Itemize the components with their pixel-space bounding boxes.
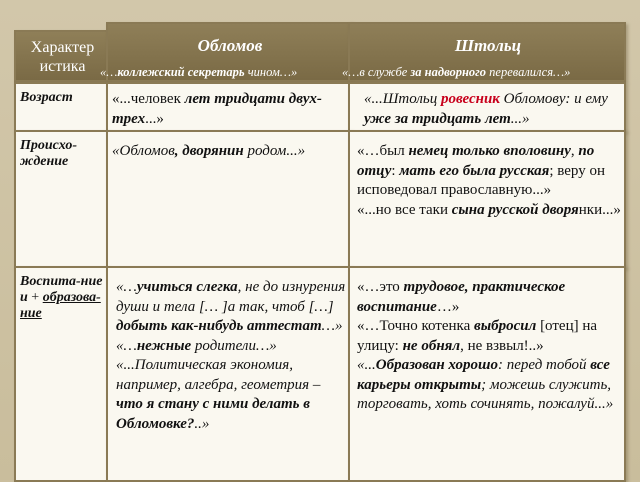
- row-origin-label-cell: [14, 130, 109, 268]
- text-emphasis: по отцу: [357, 143, 595, 179]
- row-upbringing-stolz-cell: [348, 266, 626, 482]
- text-part: «...но все таки: [357, 201, 452, 218]
- row-origin-oblomov-cell: [106, 130, 352, 268]
- text-part: ,: [570, 143, 579, 159]
- text-part: …»: [436, 298, 460, 315]
- text-part: Обломову: и ему: [499, 91, 608, 107]
- header-characteristic-label: Характер истика: [30, 39, 95, 75]
- text-emphasis: трудовое, практическое воспитание: [357, 279, 566, 315]
- text-part: …»: [321, 318, 343, 334]
- text-part: ...»: [510, 110, 530, 127]
- text-emphasis: что я стану с ними делать в Обломовке?: [116, 396, 310, 432]
- text-part: , не взвыл!..»: [460, 337, 544, 354]
- quote-emphasis: коллежский секретарь: [117, 65, 245, 79]
- text-part: [отец] на улицу:: [357, 318, 598, 354]
- text-part: ; веру он исповедовал православную...»: [357, 162, 606, 198]
- text-emphasis: не обнял: [402, 337, 461, 354]
- text-part: «…: [116, 279, 137, 295]
- header-oblomov-title: Обломов: [197, 36, 263, 55]
- row-age-oblomov-cell: [106, 82, 352, 132]
- text-part: нки...»: [578, 201, 621, 218]
- quote-emphasis: за надворного: [410, 65, 487, 79]
- row-origin-stolz-cell: [348, 130, 626, 268]
- text-emphasis: Образован хорошо: [375, 357, 499, 373]
- text-part: ; можешь служить, торговать, хоть сочинять, пожалуй...»: [357, 376, 614, 412]
- header-stolz-title: Штольц: [454, 36, 522, 55]
- row-upbringing-stolz-text: [357, 278, 623, 415]
- text-part: ..»: [194, 415, 210, 432]
- text-part: родители…»: [191, 337, 277, 354]
- text-part: «...человек: [112, 91, 185, 107]
- row-upbringing-oblomov-cell: [106, 266, 352, 482]
- text-part: , не до изнурения души и тела [… ]а так, чтоб […]: [116, 279, 346, 315]
- text-emphasis: нежные: [136, 337, 192, 354]
- text-part: «…это: [357, 279, 404, 295]
- text-part: «…: [116, 337, 137, 354]
- row-upbringing-oblomov-text: [116, 278, 346, 434]
- text-part: : перед тобой: [498, 357, 591, 373]
- row-age-stolz-cell: [348, 82, 626, 132]
- header-oblomov-rank-quote: [100, 65, 297, 80]
- text-part: «...Политическая экономия, например, алгебра, геометрия –: [116, 357, 321, 393]
- text-emphasis: сына русской дворя: [451, 201, 579, 218]
- label-plus: +: [27, 290, 43, 305]
- text-emphasis: лет тридцати двух-трех: [112, 91, 322, 127]
- label-part: Воспита-ние и: [20, 274, 103, 305]
- row-age-label: Возраст: [20, 90, 73, 105]
- text-emphasis: учиться слегка: [136, 279, 238, 295]
- text-emphasis: немец только вполовину: [408, 143, 571, 159]
- text-part: «...: [357, 357, 376, 373]
- row-age-label-cell: [14, 82, 109, 132]
- row-origin-stolz-text: [357, 142, 623, 220]
- row-age-stolz-text: [364, 90, 622, 129]
- row-origin-label: Происхо-ждение: [20, 138, 78, 169]
- header-stolz-rank-quote: [342, 65, 570, 80]
- text-part: «…Точно котенка: [357, 318, 475, 334]
- row-upbringing-label-cell: [14, 266, 109, 482]
- text-part: «...Штольц: [364, 91, 441, 107]
- text-emphasis: все карьеры открыты: [357, 357, 610, 393]
- text-highlight: ровесник: [440, 91, 500, 107]
- quote-part: перевалился…»: [486, 65, 571, 79]
- text-emphasis: мать его была русская: [399, 162, 550, 179]
- quote-part: «…: [100, 65, 118, 79]
- header-characteristic-cell: [14, 30, 109, 82]
- label-part: образова-ние: [20, 290, 101, 321]
- text-part: «…был: [357, 143, 409, 159]
- text-emphasis: выбросил: [474, 318, 537, 334]
- quote-part: чином…»: [244, 65, 298, 79]
- row-origin-oblomov-text: [112, 142, 350, 162]
- text-part: родом...»: [243, 143, 306, 159]
- row-upbringing-label: [20, 274, 104, 322]
- text-part: «Обломов: [112, 143, 175, 159]
- row-age-oblomov-text: [112, 90, 348, 129]
- text-part: :: [391, 162, 400, 179]
- quote-part: «…в службе: [342, 65, 411, 79]
- text-emphasis: , дворянин: [174, 143, 244, 159]
- text-part: ...»: [145, 110, 164, 127]
- text-emphasis: уже за тридцать лет: [364, 110, 511, 127]
- text-emphasis: добыть как-нибудь аттестат: [116, 318, 322, 334]
